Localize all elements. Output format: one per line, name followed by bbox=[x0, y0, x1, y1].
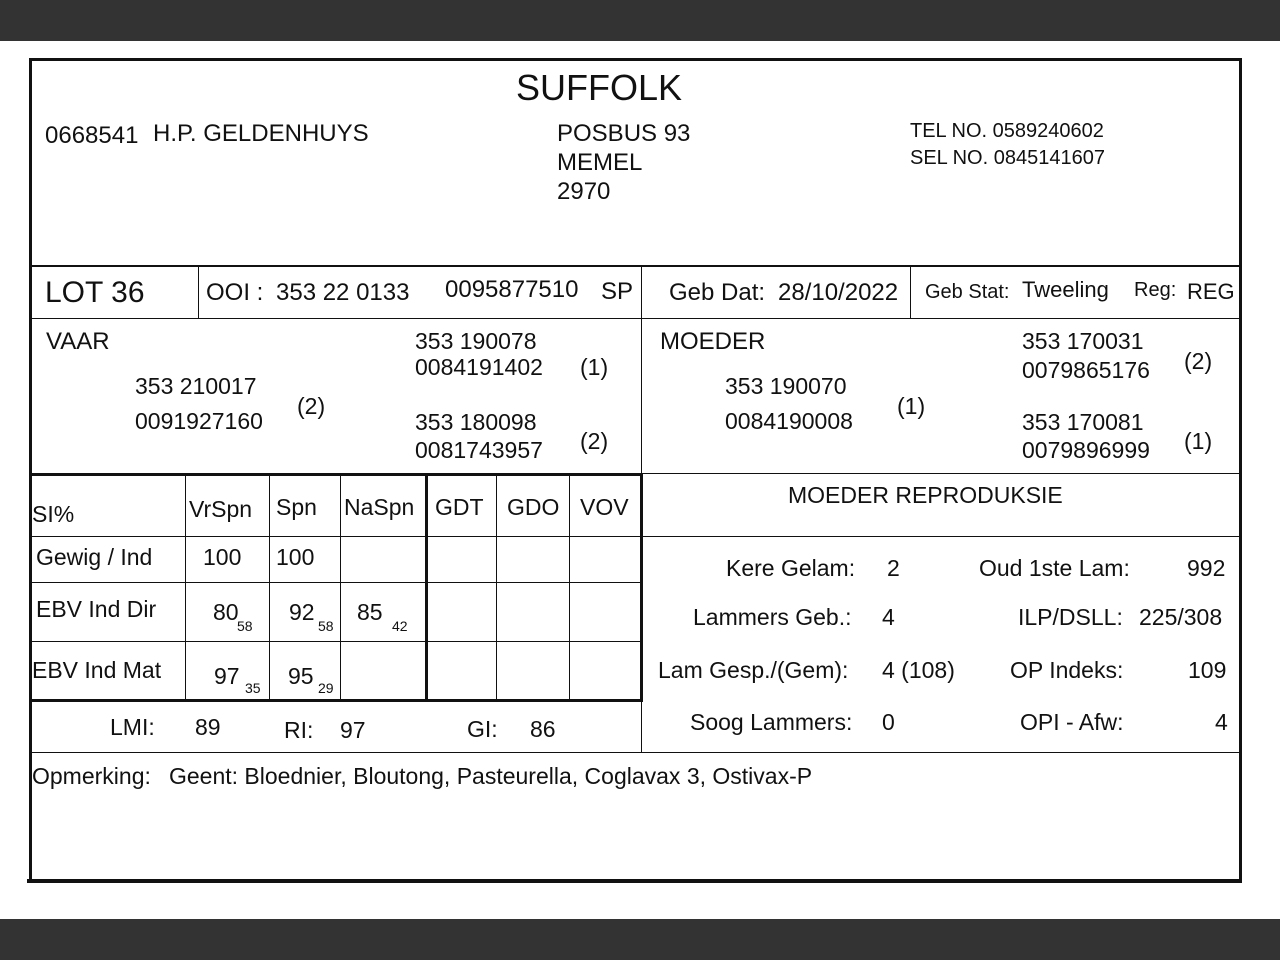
ebv-direct-naspn: 85 bbox=[357, 599, 383, 625]
first-lamb-age-label: Oud 1ste Lam: bbox=[979, 555, 1130, 581]
lot-number: LOT 36 bbox=[45, 276, 145, 309]
card-border-bottom bbox=[27, 879, 1242, 883]
ilp-value: 225/308 bbox=[1139, 604, 1223, 630]
gi-value: 86 bbox=[530, 716, 556, 742]
sire-note: (2) bbox=[297, 393, 326, 419]
ebv-maternal-vrspn: 97 bbox=[214, 663, 240, 689]
sp-code: SP bbox=[601, 278, 634, 305]
dam-dam-note: (1) bbox=[1184, 428, 1213, 454]
header-spn: Spn bbox=[276, 494, 317, 520]
header-gdo: GDO bbox=[507, 494, 560, 520]
header-vov: VOV bbox=[580, 494, 629, 520]
weight-spn: 100 bbox=[276, 544, 315, 570]
birth-status: Tweeling bbox=[1022, 277, 1109, 302]
ebv-direct-spn: 92 bbox=[289, 599, 315, 625]
rule-row-1 bbox=[32, 582, 642, 583]
dam-sire-note: (2) bbox=[1184, 348, 1213, 374]
col-divider-vov bbox=[640, 474, 643, 701]
reg-value: REG bbox=[1187, 279, 1235, 304]
ebv-direct-vrspn-accuracy: 58 bbox=[237, 618, 253, 634]
sire-label: VAAR bbox=[46, 328, 110, 355]
rule-table-header bbox=[32, 536, 1240, 537]
rule-pedigree-left bbox=[32, 473, 643, 476]
birth-date: 28/10/2022 bbox=[778, 279, 899, 306]
sire-number: 0091927160 bbox=[135, 408, 263, 434]
bottom-letterbox-bar bbox=[0, 919, 1280, 960]
lmi-label: LMI: bbox=[110, 714, 155, 740]
sire-id: 353 210017 bbox=[135, 373, 257, 399]
weight-vrspn: 100 bbox=[203, 544, 242, 570]
header-vrspn: VrSpn bbox=[189, 496, 253, 522]
dam-sire-id: 353 170031 bbox=[1022, 328, 1144, 354]
ebv-maternal-spn: 95 bbox=[288, 663, 314, 689]
card-border-left bbox=[29, 58, 32, 883]
col-divider-vrspn bbox=[269, 474, 270, 701]
dam-dam-number: 0079896999 bbox=[1022, 437, 1150, 463]
gi-label: GI: bbox=[467, 716, 498, 742]
rule-lot bbox=[32, 318, 1240, 319]
sel-number: SEL NO. 0845141607 bbox=[910, 147, 1105, 169]
dam-label: MOEDER bbox=[660, 328, 766, 355]
reg-label: Reg: bbox=[1134, 279, 1177, 301]
rule-lot-divider bbox=[198, 266, 199, 319]
first-lamb-age-value: 992 bbox=[1187, 555, 1226, 581]
owner-id: 0668541 bbox=[45, 122, 139, 149]
lambs-born-value: 4 bbox=[882, 604, 895, 630]
ebv-maternal-vrspn-accuracy: 35 bbox=[245, 680, 261, 696]
col-divider-label bbox=[185, 474, 186, 701]
remarks-text: Geent: Bloednier, Bloutong, Pasteurella, Coglavax 3, Ostivax-P bbox=[169, 763, 813, 789]
rule-header bbox=[32, 265, 1240, 267]
sire-dam-number: 0081743957 bbox=[415, 437, 543, 463]
tel-number: TEL NO. 0589240602 bbox=[910, 120, 1104, 142]
rule-table-bottom bbox=[32, 699, 643, 702]
sire-dam-id: 353 180098 bbox=[415, 409, 537, 435]
lambs-weaned-value: 4 (108) bbox=[882, 657, 955, 683]
ilp-label: ILP/DSLL: bbox=[1018, 604, 1123, 630]
dam-sire-number: 0079865176 bbox=[1022, 357, 1150, 383]
sire-sire-id: 353 190078 bbox=[415, 328, 537, 354]
op-index-label: OP Indeks: bbox=[1010, 657, 1124, 683]
lmi-value: 89 bbox=[195, 714, 221, 740]
ooi-label: OOI : bbox=[206, 279, 264, 306]
header-naspn: NaSpn bbox=[344, 494, 415, 520]
col-divider-naspn bbox=[425, 474, 428, 701]
ebv-maternal-spn-accuracy: 29 bbox=[318, 680, 334, 696]
remarks-label: Opmerking: bbox=[32, 763, 151, 789]
lambs-born-label: Lammers Geb.: bbox=[693, 604, 852, 630]
opi-deviation-value: 4 bbox=[1215, 709, 1228, 735]
dam-number: 0084190008 bbox=[725, 408, 853, 434]
sire-dam-note: (2) bbox=[580, 428, 609, 454]
top-letterbox-bar bbox=[0, 0, 1280, 41]
sire-sire-note: (1) bbox=[580, 354, 609, 380]
row-label-weight: Gewig / Ind bbox=[36, 544, 153, 570]
suckling-lambs-label: Soog Lammers: bbox=[690, 709, 853, 735]
ebv-direct-spn-accuracy: 58 bbox=[318, 618, 334, 634]
suckling-lambs-value: 0 bbox=[882, 709, 895, 735]
registration-number: 0095877510 bbox=[445, 276, 579, 303]
dam-note: (1) bbox=[897, 393, 926, 419]
col-divider-gdt bbox=[496, 474, 497, 701]
col-divider-spn bbox=[340, 474, 341, 701]
rule-remarks bbox=[32, 752, 1240, 753]
lambings-label: Kere Gelam: bbox=[726, 555, 856, 581]
owner-name: H.P. GELDENHUYS bbox=[153, 120, 369, 147]
sire-sire-number: 0084191402 bbox=[415, 354, 543, 380]
reproduction-title: MOEDER REPRODUKSIE bbox=[788, 482, 1063, 508]
row-label-ebv-direct: EBV Ind Dir bbox=[36, 596, 157, 622]
header-gdt: GDT bbox=[435, 494, 484, 520]
ebv-direct-naspn-accuracy: 42 bbox=[392, 618, 408, 634]
ebv-direct-vrspn: 80 bbox=[213, 599, 239, 625]
address-line-1: POSBUS 93 bbox=[557, 120, 691, 147]
address-line-3: 2970 bbox=[557, 178, 611, 205]
rule-pedigree-right bbox=[643, 473, 1240, 474]
lambs-weaned-label: Lam Gesp./(Gem): bbox=[658, 657, 849, 683]
ri-label: RI: bbox=[284, 717, 314, 743]
address-line-2: MEMEL bbox=[557, 149, 643, 176]
op-index-value: 109 bbox=[1188, 657, 1227, 683]
birth-date-label: Geb Dat: bbox=[669, 279, 766, 306]
birth-status-label: Geb Stat: bbox=[925, 281, 1010, 303]
breed-title: SUFFOLK bbox=[516, 67, 683, 108]
row-label-ebv-maternal: EBV Ind Mat bbox=[32, 657, 162, 683]
card-border-top bbox=[29, 58, 1242, 61]
dam-id: 353 190070 bbox=[725, 373, 847, 399]
rule-geb-divider bbox=[910, 266, 911, 319]
si-percent-label: SI% bbox=[32, 501, 75, 527]
dam-dam-id: 353 170081 bbox=[1022, 409, 1144, 435]
rule-row-2 bbox=[32, 641, 642, 642]
opi-deviation-label: OPI - Afw: bbox=[1020, 709, 1124, 735]
lambings-value: 2 bbox=[887, 555, 900, 581]
ri-value: 97 bbox=[340, 717, 366, 743]
col-divider-gdo bbox=[569, 474, 570, 701]
card-border-right bbox=[1239, 58, 1242, 883]
ooi-number: 353 22 0133 bbox=[276, 279, 410, 306]
